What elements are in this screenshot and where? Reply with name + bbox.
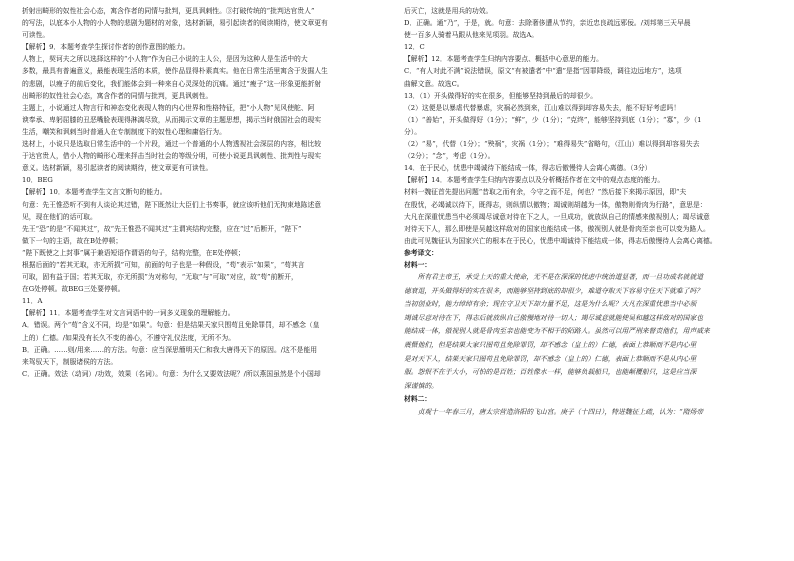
text-line: B．正确。……则/用来……的方法。句意：应当深思簡明天仁和我大唐得天下的原因。/这不是能用 (22, 345, 318, 354)
text-line: 出畸形的奴性社会心态，寓含作者的同情与批判，更具讽刺性。 (22, 91, 213, 100)
text-line: 可取，固有益于国；若其无取，亦无所损”为对称句，“无取”与“可取”对应，故“苟”前断开， (22, 273, 298, 282)
text-line: 【解析】9．本题考查学生探讨作者的创作意图的能力。 (22, 43, 190, 52)
right-column (404, 5, 776, 561)
translation-line: 深谨慎的。 (404, 381, 438, 390)
left-column (22, 5, 394, 561)
text-line: 参考译文： (404, 248, 438, 257)
text-line: C．“有人对此不满”说法错误，原文“有被遣者”中“遣”是指“因罪降级，调往边远地方”，选项 (404, 67, 682, 76)
text-line: 生活，嘲笑和讽刺当时普通人在专制制度下的奴性心理和庸俗行为。 (22, 127, 226, 136)
text-line: 在殷忧，必竭诚以待下，既得志，则纵情以傲物；竭诚则胡越为一体，傲物则骨肉为行路”，意思是： (404, 200, 707, 209)
text-line: 14．在于民心，忧患中竭诚待下能结成一体，得志后傲慢待人会离心离德。（3分） (404, 164, 652, 173)
text-line: 见，现在他们的话可取。 (22, 212, 97, 221)
translation-line: 能结成一体，傲视别人就是骨肉至亲也能变为不相干的陌路人。虽然可以用严刑来督责他们，用声威来 (404, 327, 710, 336)
translation-line: 贞观十一年春三月，唐太宗营造洛阳的飞山宫。庚子（十四日），特进魏征上疏，认为：“隋炀帝 (404, 407, 704, 416)
text-line: 13．（1）开头做得好的实在很多，但能够坚持到最后的却很少。 (404, 91, 598, 100)
text-line: 【解析】14．本题考查学生归纳内容要点以及分析概括作者在文中的观点态度的能力。 (404, 176, 665, 185)
text-line: （1）“善始”，开头做得好（1分）；“鲜”，少（1分）；“克终”，能够坚持到底（1分）；“寡”，少（1 (404, 115, 702, 124)
text-line: 可读性。 (22, 31, 50, 40)
text-line: C．正确。效法（动词）/功效，效果（名词）。句意：为什么又要效法呢？/所以燕国虽然是个小国却 (22, 369, 321, 378)
translation-line: 所有君主帝王，承受上天的重大使命，无不是在深深的忧虑中统治道显著，而一旦功成名就就道 (404, 273, 704, 282)
material-two-label: 材料二： (404, 395, 432, 404)
text-line: 来驾驭天下，制服诸侯的方法。 (22, 357, 118, 366)
text-line: D．正确。通“乃”，于是，就。句意：去除奢侈遭从节约，亲近忠良疏远邪佞。/刘邦第三天早晨 (404, 19, 691, 28)
material-two-text (404, 406, 776, 420)
translation-line: 服。怨恨不在于大小，可怕的是百姓；百姓像水一样，能够负载船只，也能颠覆船只，这是应当深 (404, 368, 697, 377)
text-line: 先王“恐”的是“不闻其过”，故“先王惟恐不闻其过”主谓宾结构完整，应在“过”后断开，“陛下” (22, 224, 302, 233)
text-line: 根据后面的“若其无取，亦无所损”可知，前面的句子也是一种假设，“苟”表示“如果”，“苟其言 (22, 260, 305, 269)
text-line: 选材上，小说只是选取日常生活中的一个片段，通过一个普通的小人物透视社会深层的内容，相比较 (22, 140, 322, 149)
text-line: （2分）；“念”，考虑（1分）。 (404, 152, 495, 161)
text-line: 在G处停顿。故BEG三处要停顿。 (22, 285, 125, 294)
material-one-label: 材料一： (404, 260, 432, 269)
text-line: 【解析】12．本题考查学生归纳内容要点、概括中心意思的能力。 (404, 55, 603, 64)
text-line: 的悲剧，以瘦子的前后变化，我们能体会到一种来自心灵深处的沉痛。通过“瘦子”这一形象更能折射 (22, 79, 322, 88)
text-line: 材料一魏征首先提出问题“昔取之而有余，今守之而不足，何也？”然后接下来揭示原因，即“夫 (404, 188, 687, 197)
translation-section (404, 259, 776, 419)
text-line: 【解析】10．本题考查学生文言文断句的能力。 (22, 188, 167, 197)
text-line: 主题上，小说通过人物言行和神态变化表现人物的内心世界和性格特征，把“小人物”见风使舵、阿 (22, 103, 315, 112)
translation-line: 是对天下人，结果天家只图苟且免除罪罚，却不感念（皇上的）仁德，表面上恭顺而不是从内心里 (404, 354, 697, 363)
text-line: 对待天下人，那么即使是吴越这样敌对的国家也能结成一体，傲视别人就是骨肉至亲也可以变为路人。 (404, 224, 710, 233)
translation-line: 当初创业时，能力绰绰有余；现在守卫天下却力量不足，这是为什么呢？大凡在深重忧患当中必须 (404, 300, 697, 309)
text-line: （2）这便是以暴虐代替暴虐，灾祸必然到来，江山难以得到却容易失去，能不好好考虑吗！ (404, 103, 681, 112)
text-line: 分）。 (404, 127, 421, 136)
text-line: 10．BEG (22, 176, 53, 185)
translation-line: 震慑他们，但是结果大家只图苟且免除罪罚，却不感念（皇上的）仁德，表面上恭顺而不是内心里 (404, 341, 697, 350)
text-line: 做下一句的主语，故在B处停顿； (22, 236, 123, 245)
translation-line: 竭诚尽意对待在下，得志后就放纵自己傲慢地对待一切人；竭尽诚意就能使吴和越这样敌对的国家也 (404, 313, 704, 322)
text-line: 由此可见魏征认为国家兴亡的根本在于民心，忧患中竭诚待下能结成一体，得志后傲慢待人会离心离德。 (404, 236, 717, 245)
text-line: （2）“易”，代替（1分）；“殃祸”，灾祸（1分）；“难得易失”省略句，（江山）难以得到却容易失去 (404, 140, 700, 149)
text-line: 11．A (22, 297, 43, 306)
text-line: 句意：先王惟恐听不到有人谈论其过错，陛下既然让大臣们上书奏事，就应该听他们无拘束地陈述意 (22, 200, 322, 209)
right-answers (404, 5, 776, 259)
text-line: 使一百多人骑着马跟从他来见项羽。故选A。 (404, 31, 539, 40)
text-line: 于达官贵人，借小人物的畸形心理来抨击当时社会的等级分明，可使小说更具讽刺性、批判性与现实 (22, 152, 322, 161)
text-line: 人物上，契诃夫之所以选择这样的“小人物”作为自己小说的主人公，是因为这种人是生活中的大 (22, 55, 308, 64)
text-line: 大凡在深重忧患当中必须竭尽诚意对待在下之人，一旦成功，就放纵自己的情感来傲视别人；竭尽诚意 (404, 212, 710, 221)
text-line: 意义。选材新颖，易引起读者的阅读期待，使文章更有可读性。 (22, 164, 213, 173)
text-line: 谀奉承、卑躬屈膝的丑恶嘴脸表现得淋漓尽致，从而揭示文章的主题思想，揭示当时俄国社会的现实 (22, 115, 322, 124)
text-line: 后灭亡，这就是用兵的功效。 (404, 7, 493, 15)
text-line: 12．C (404, 43, 425, 52)
translation-line: 德衰退，开头做得好的实在很多，而能够坚持到底的却很少，难道夺取天下容易守住天下就难了吗？ (404, 286, 704, 295)
text-line: A．错误。两个“苟”含义不同，均是“如果”。句意：但是结果天家只围苟且免除罪罚，却不感念（皇 (22, 321, 320, 330)
text-line: 折射出畸形的奴性社会心态，寓含作者的同情与批判，更具讽刺性。③打破传统的“批判达官贵人” (22, 7, 315, 15)
text-line: 多数，最具有普遍意义，最能表现生活的本质，使作品显得朴素真实。他在日常生活里寓含于发掘人生 (22, 67, 328, 76)
text-line: “陛下既使之上封事”属于兼语短语作谓语的句子，结构完整，在E处停顿； (22, 248, 245, 257)
text-line: 曲解文意。故选C。 (404, 79, 464, 88)
text-line: 【解析】11．本题考查学生对文言词语中的一词多义现象的理解能力。 (22, 309, 235, 318)
text-line: 的写法，以底本小人物的小人物的悲剧为题材的对象，选材新颖，易引起读者的阅读期待，使文章更有 (22, 19, 328, 28)
material-one-text (404, 271, 776, 393)
text-line: 上的）仁德。/如果没有长久不变的善心，不遵守礼仪法度，无所不为。 (22, 333, 235, 342)
